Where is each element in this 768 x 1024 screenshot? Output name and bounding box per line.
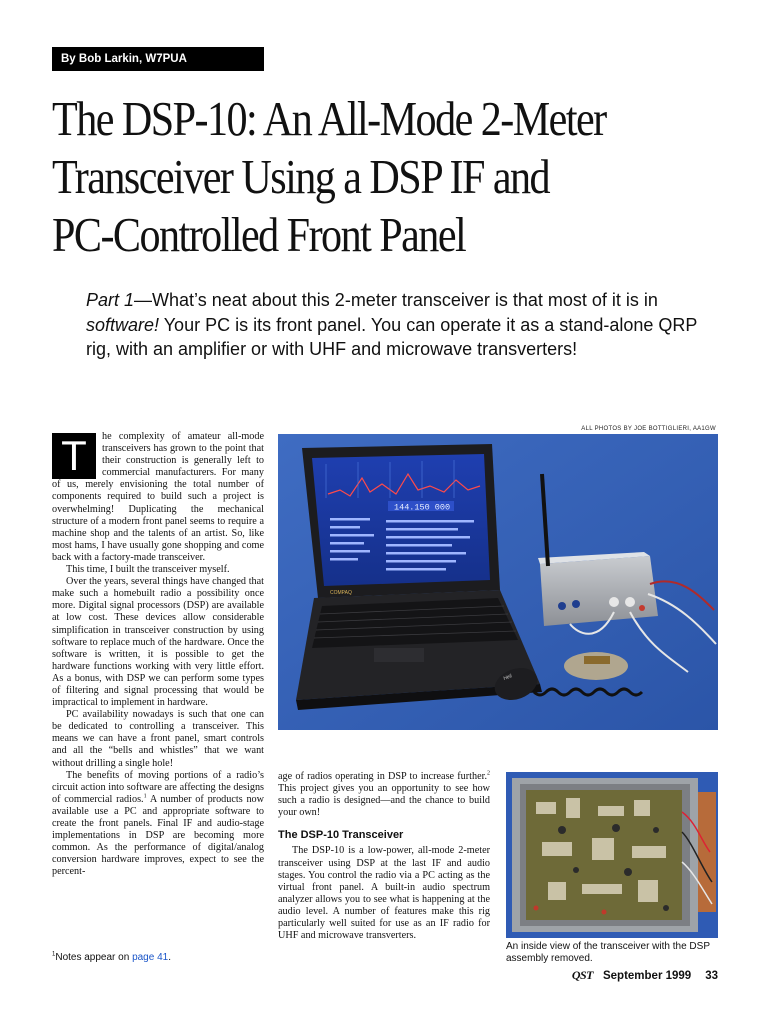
note-ref-1: 1: [143, 793, 147, 800]
transceiver-box: [540, 556, 658, 626]
paragraph-1: he complexity of amateur all-mode transceivers has grown to the point that their construction is generally left to commercial manufacturers. For many of us, merely envisioning the total number of components required to build such a project is overwhelming! Duplicating the mechanical structure of a modern front panel seems to require a machine shop and the talents of an artist. So, like most hams, I have usually gone shopping and come back with a factory-made transceiver.: [52, 431, 264, 563]
footnote-page-link[interactable]: page 41: [132, 952, 169, 963]
section-heading: The DSP-10 Transceiver: [278, 829, 404, 842]
footnote-mark: 1: [52, 951, 56, 958]
deck-text-1: —What’s neat about this 2-meter transceiver is that most of it is in: [134, 290, 658, 310]
footnote-end: .: [168, 952, 171, 963]
title-line-3: PC-Controlled Front Panel: [52, 207, 466, 262]
photo-credit: ALL PHOTOS BY JOE BOTTIGLIERI, AA1GW: [581, 426, 716, 432]
issue-date: September 1999: [602, 970, 692, 982]
magazine-logo: QST: [571, 968, 593, 982]
side-board: [698, 792, 716, 912]
note-ref-2: 2: [487, 770, 490, 777]
page-folio: [572, 968, 718, 983]
mic-brand: Heil: [502, 673, 513, 682]
footnote-text: Notes appear on: [55, 952, 133, 963]
main-photo-illustration: [278, 434, 718, 730]
paragraph-6-text-a: age of radios operating in DSP to increase further.: [278, 771, 487, 782]
body-column-1: [52, 431, 264, 878]
title-line-2: Transceiver Using a DSP IF and: [52, 149, 550, 204]
deck-text-2: Your PC is its front panel. You can operate it as a stand-alone QRP rig, with an amplifier or with UHF and microwave transverters!: [86, 314, 698, 359]
article-deck: [86, 288, 726, 362]
photo-caption: An inside view of the transceiver with the DSP assembly removed.: [506, 941, 710, 964]
laptop-brand: COMPAQ: [330, 590, 352, 596]
laptop-touchpad: [374, 648, 424, 662]
page-number: 33: [705, 970, 718, 982]
body-column-2: [278, 771, 490, 942]
paragraph-2: This time, I built the transceiver myself.: [66, 564, 230, 576]
screen-frequency: 144.150 000: [394, 502, 451, 513]
paragraph-3: Over the years, several things have changed that make such a homebuilt radio a possibility once more. Digital signal processors (DSP) are available at low cost. These devices allow considerable simplification in transceiver construction by using software to replace much of the hardware. Once the software is written, it is possible to get the hardware functions working with very little effort. As a bonus, with DSP we can perform some types of filtering and signal processing that would be impractical to implement in hardware.: [52, 576, 264, 709]
deck-emphasis: software!: [86, 314, 160, 335]
footnote: [52, 952, 171, 963]
drop-cap: T: [52, 433, 96, 479]
paragraph-5-text-b: A number of products now available use a PC and appropriate software to create the front panels. Final IF and audio-stage implementations in DSP are becoming more common. As the performance of digital/analog conversion hardware improves, expect to see the percent-: [52, 793, 264, 878]
inside-photo-illustration: [506, 772, 718, 938]
article-title: [52, 90, 654, 264]
paragraph-5: [52, 770, 264, 879]
main-photo: [278, 434, 718, 730]
byline: By Bob Larkin, W7PUA: [52, 47, 264, 71]
paragraph-7: The DSP-10 is a low-power, all-mode 2-meter transceiver using DSP at the last IF and audio stages. You control the radio via a PC acting as the virtual front panel. A built-in audio spectrum analyzer allows you to see what is happening at the audio level. A number of features make this rig particularly well suited for use as an IF radio for UHF and microwave transverters.: [278, 845, 490, 942]
deck-part: Part 1: [86, 290, 135, 310]
title-line-1: The DSP-10: An All-Mode 2-Meter: [52, 91, 606, 146]
inside-photo: [506, 772, 718, 938]
paragraph-4: PC availability nowadays is such that one can be dedicated to controlling a transceiver. This means we can have a front panel, smart controls and all the “bells and whistles” that we want without drilling a single hole!: [52, 709, 264, 769]
paragraph-5-text-a: The benefits of moving portions of a radio’s circuit action into software are affecting the designs of commercial radios.: [52, 769, 264, 805]
paragraph-6: [278, 771, 490, 819]
paragraph-6-text-b: This project gives you an opportunity to see how such a radio is designed—and the chance to build your own!: [278, 783, 490, 819]
